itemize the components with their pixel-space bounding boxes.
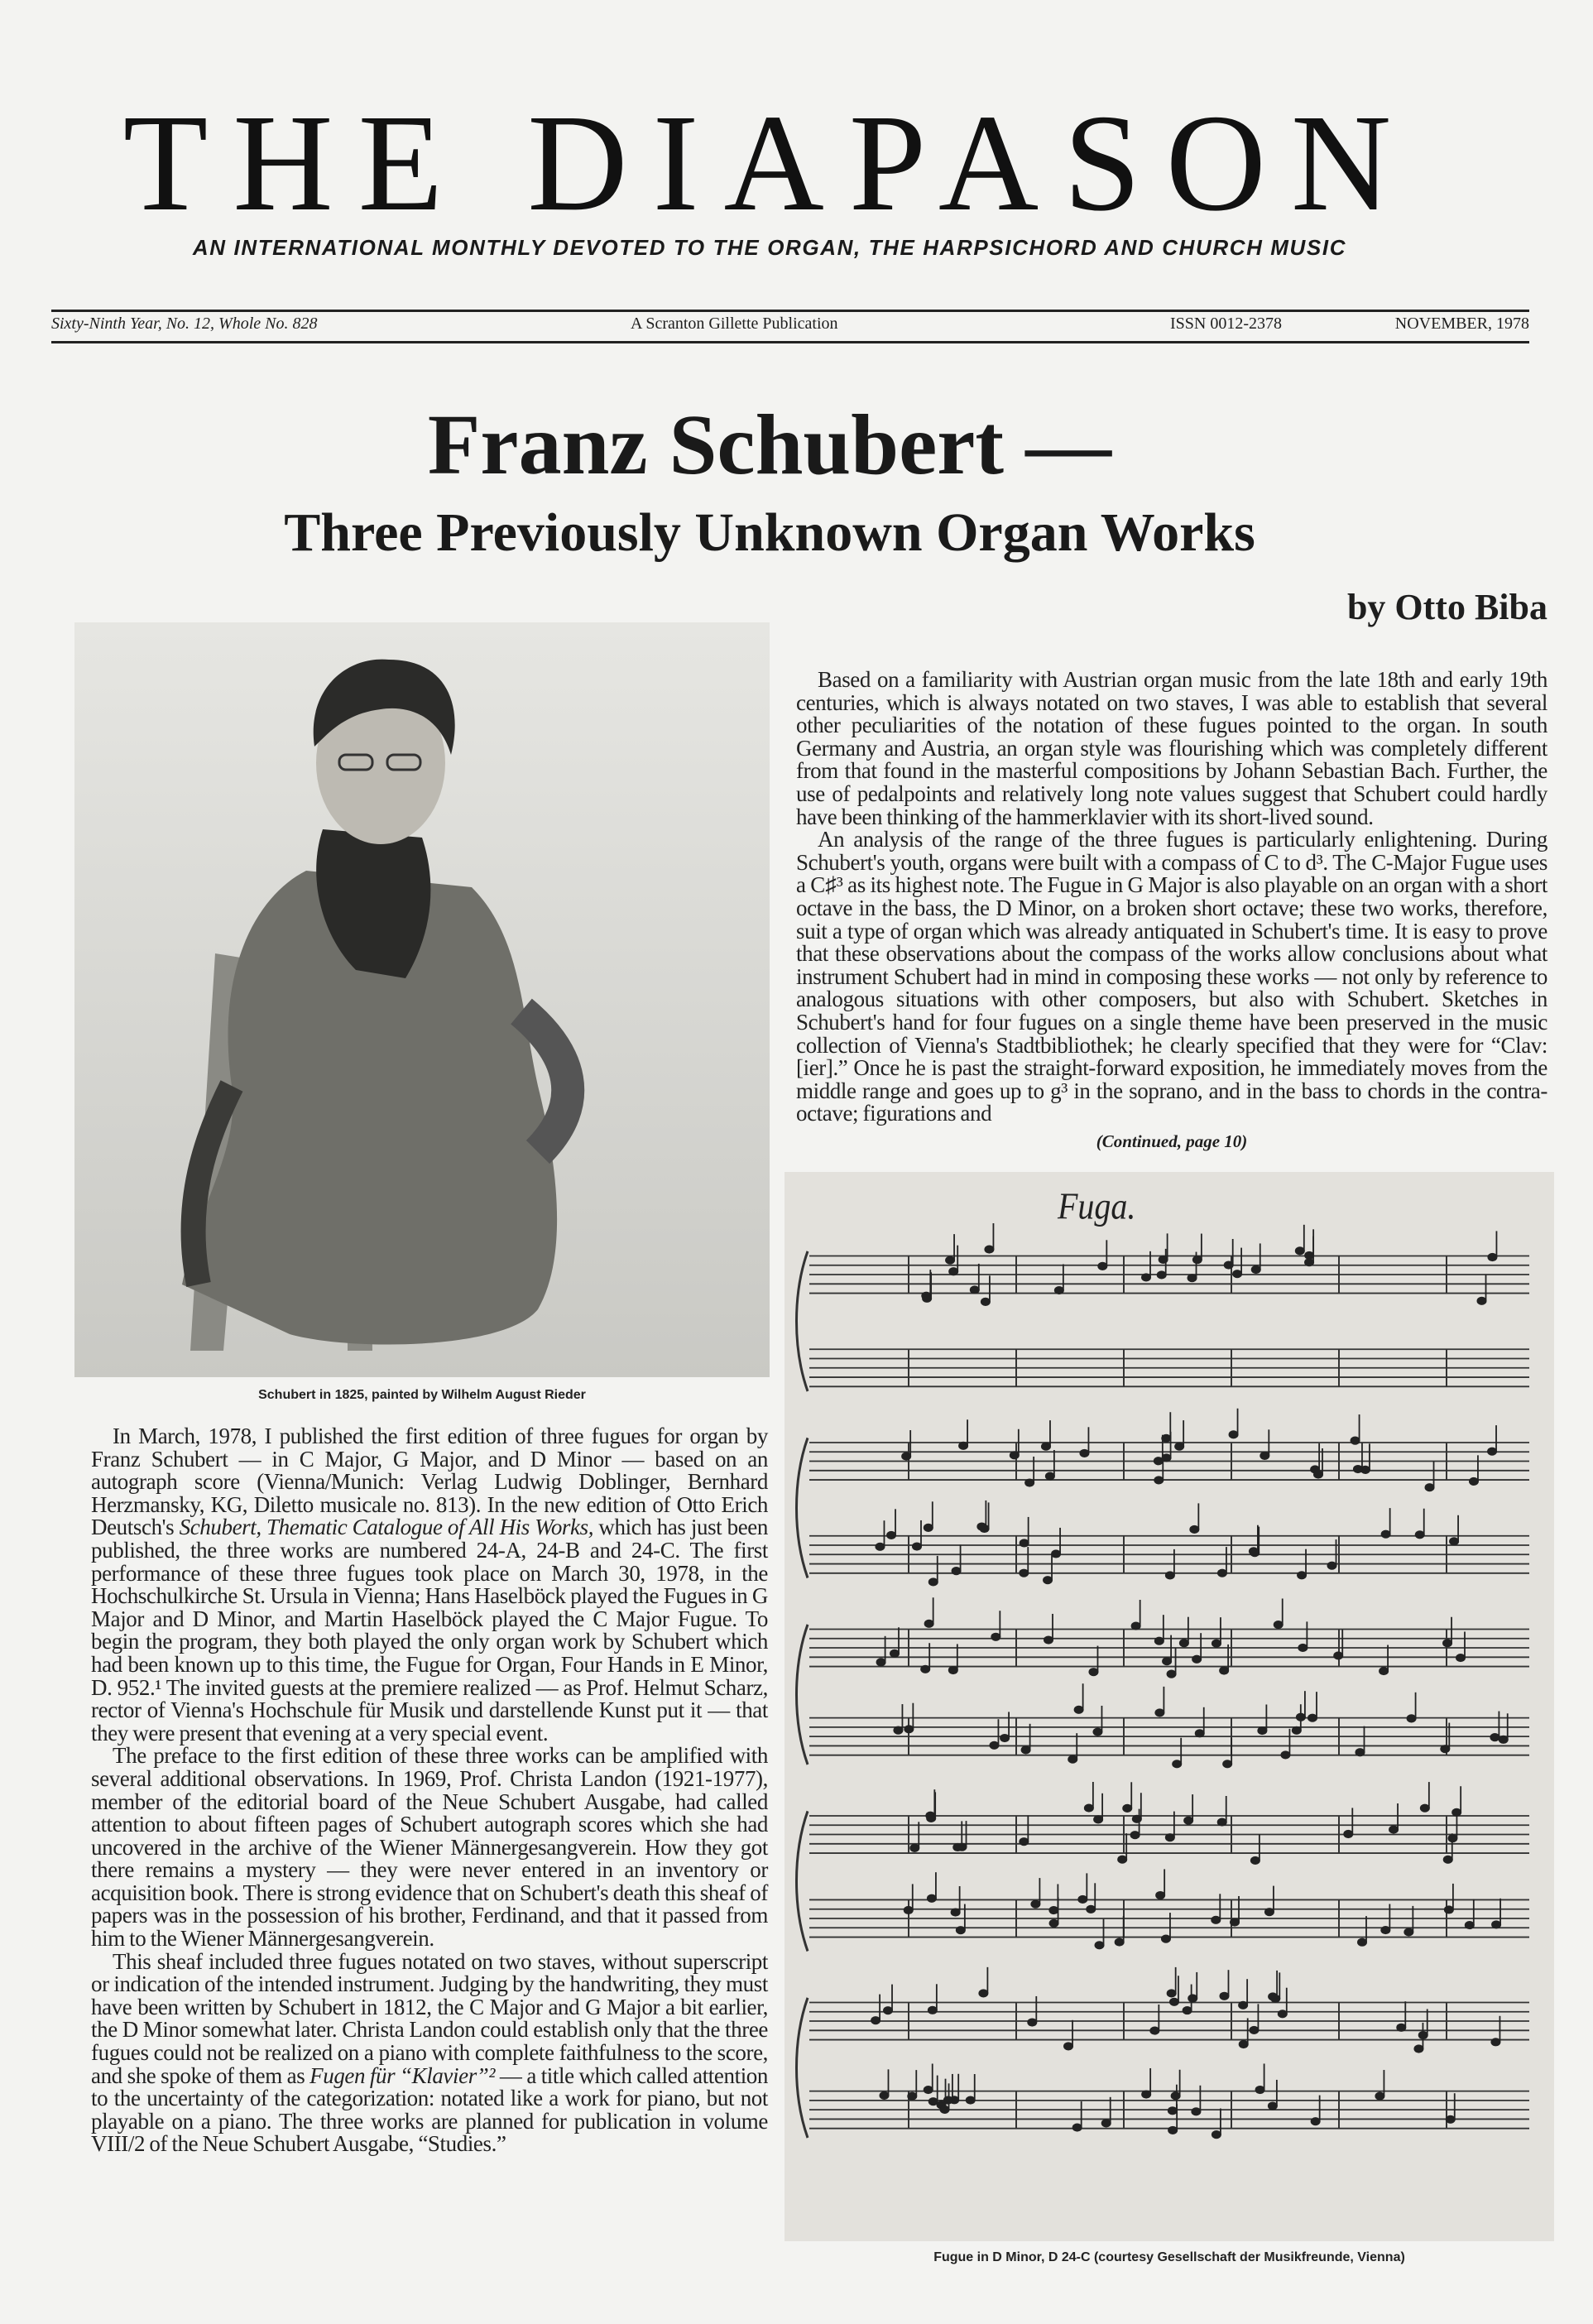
paragraph <box>91 1425 768 1745</box>
text-run: Based on a familiarity with Austrian organ music from the late 18th and early 19th centuries, which is always notated on two staves, I was able to establish that several other peculiarities of the notation of these fugues pointed to the organ. In south Germany and Austria, an organ style was flourishing which was completely different from that found in the masterful compositions by Johann Sebastian Bach. Further, the use of pedalpoints and relatively long note values suggest that Schubert could hardly have been thinking of the hammerklavier with its short-lived sound. <box>796 667 1547 829</box>
music-staff <box>809 1597 1529 1678</box>
portrait-caption: Schubert in 1825, painted by Wilhelm August Rieder <box>258 1388 586 1402</box>
schubert-portrait <box>74 622 770 1377</box>
score-heading: Fuga. <box>1058 1186 1136 1227</box>
article-title: Franz Schubert — <box>427 397 1112 492</box>
music-staff <box>809 1223 1529 1306</box>
system-brace <box>797 1811 808 1951</box>
italic-title: Fugen für “Klavier”² <box>309 2062 496 2088</box>
article-body-left-column <box>91 1425 768 2156</box>
masthead-title: THE DIAPASON <box>122 86 1417 240</box>
issue-date: NOVEMBER, 1978 <box>1394 315 1529 333</box>
right-column-stack <box>785 669 1554 2266</box>
italic-title: Schubert, Thematic Catalogue of All His Works, <box>179 1515 594 1540</box>
divider <box>51 341 1529 343</box>
text-run: This sheaf included three fugues notated on two staves, without superscript or indication of the intended instrument. Judging by the handwriting, they must have been written by Schubert in 1812, the C Major and G Major a bit earlier, the D Minor somewhat later. Christa Landon could establish only that the three fugues could not be realized on a piano with complete faithfulness to the score, and she spoke of them as <box>91 1948 768 2088</box>
paragraph <box>796 669 1547 828</box>
text-run: — a title which called attention to the uncertainty of the categorization: notated like a work for piano, but not playable on a piano. The three works are planned for publication in volume VIII/2 of the Neue Schubert Ausgabe, “Studies.” <box>91 2062 768 2157</box>
music-staff <box>809 1967 1529 2053</box>
text-run: which has just been published, the three works are numbered 24-A, 24-B and 24-C. The first performance of these three fugues took place on March 30, 1978, in the Hochschulkirche St. Ursula in Vienna; Hans Haselböck played the Fugues in G Major and D Minor, and Martin Haselböck played the C Major Fugue. To begin the program, they both played the only organ work by Schubert which had been known up to this time, the Fugue for Organ, Four Hands in E Minor, D. 952.¹ The invited guests at the premiere realized — as Prof. Helmut Scharz, rector of Vienna's Hochschule für Musik und darstellende Kunst put it — that they were present that evening at a very special event. <box>91 1515 768 1745</box>
score-caption: Fugue in D Minor, D 24-C (courtesy Gesellschaft der Musikfreunde, Vienna) <box>933 2250 1405 2264</box>
system-brace <box>797 1438 808 1577</box>
issn: ISSN 0012-2378 <box>1170 315 1283 333</box>
article-body-right-column <box>796 669 1547 1126</box>
music-staff <box>809 1409 1529 1492</box>
text-run: The preface to the first edition of these three works can be amplified with several additional observations. In 1969, Prof. Christa Landon (1921-1977), member of the editorial board of the Neue Schubert Ausgabe, had called attention to about fifteen pages of Schubert autograph scores which she had uncovered in the archive of the Wiener Männergesangverein. How they got there remains a mystery — they were never entered in an inventory or acquisition book. There is strong evidence that on Schubert's death this sheaf of papers was in the possession of his brother, Ferdinand, and that it passed from him to the Wiener Männergesangverein. <box>91 1743 768 1952</box>
music-staff <box>809 1782 1529 1865</box>
music-staff <box>809 1501 1529 1587</box>
article-subtitle: Three Previously Unknown Organ Works <box>284 502 1255 563</box>
paragraph <box>796 828 1547 1126</box>
divider <box>51 310 1529 312</box>
byline: by Otto Biba <box>1346 587 1547 627</box>
music-staff <box>809 1349 1529 1386</box>
text-run: In March, 1978, I published the first edition of three fugues for organ by Franz Schubert — in C Major, G Major, and D Minor — based on an autograph score (Vienna/Munich: Verlag Ludwig Doblinger, Bernhard Herzmansky, KG, Diletto musicale no. 813). In the new edition of Otto Erich Deutsch's <box>91 1424 768 1540</box>
publisher: A Scranton Gillette Publication <box>631 315 838 333</box>
issue-info-bar <box>51 315 1529 336</box>
music-staff <box>809 2063 1529 2139</box>
fugue-manuscript-image <box>785 1172 1554 2241</box>
paragraph <box>91 1948 768 2157</box>
masthead-tagline: AN INTERNATIONAL MONTHLY DEVOTED TO THE ORGAN, THE HARPSICHORD AND CHURCH MUSIC <box>192 235 1347 260</box>
system-brace <box>797 1251 808 1391</box>
continued-link: (Continued, page 10) <box>1096 1131 1248 1151</box>
music-staff <box>809 1683 1529 1768</box>
music-staff <box>809 1869 1529 1949</box>
volume-info: Sixty-Ninth Year, No. 12, Whole No. 828 <box>51 315 318 333</box>
system-brace <box>797 1998 808 2138</box>
paragraph <box>91 1745 768 1950</box>
system-brace <box>797 1625 808 1765</box>
text-run: An analysis of the range of the three fugues is particularly enlightening. During Schubert's youth, organs were built with a compass of C to d³. The C-Major Fugue uses a C♯³ as its highest note. The Fugue in G Major is also playable on an organ with a short octave in the bass, the D Minor, on a broken short octave; these two works, therefore, suit a type of organ which was already antiquated in Schubert's time. It is easy to prove that these observations about the compass of the works allow conclusions about what instrument Schubert had in mind in composing these works — not only by reference to analogous situations with other composers, but also with Schubert. Sketches in Schubert's hand for four fugues on a single theme have been preserved in the music collection of Vienna's Stadtbibliothek; he clearly specified that they were for “Clav:[ier].” Once he is past the straight-forward exposition, he immediately moves from the middle range and goes up to g³ in the soprano, and in the bass to chords in the contra-octave; figurations and <box>796 827 1547 1126</box>
